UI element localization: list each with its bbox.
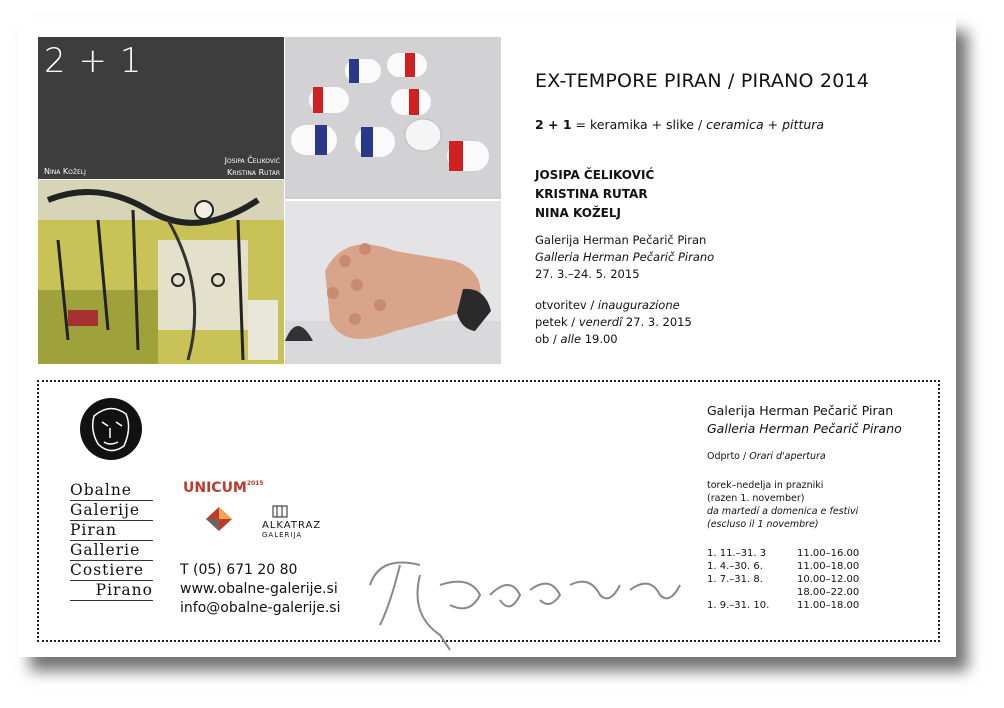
ceramic-capsules-image	[285, 37, 501, 199]
phone-number: T (05) 671 20 80	[180, 562, 298, 578]
artist-name: KRISTINA RUTAR	[535, 187, 648, 201]
opening-time: ob / alle 19.00	[535, 332, 618, 346]
hours-row: 1. 9.–31. 10. 11.00–18.00	[707, 600, 860, 611]
cover-artist-right-1: Josipa Čeliković	[224, 156, 280, 165]
unicum-logo: $UNICUM^{2015}$	[183, 480, 264, 496]
alkatraz-logo: ALKATRAZ GALERIJA	[262, 520, 322, 539]
cover-artist-right-2: Kristina Rutar	[227, 168, 280, 177]
portrait-graphic	[80, 398, 142, 460]
pecaric-signature	[360, 545, 690, 655]
alkatraz-building-icon	[272, 504, 288, 518]
og-line: Piran	[70, 521, 153, 541]
hours-row: 1. 11.–31. 3 11.00–16.00	[707, 548, 860, 559]
exhibition-title: EX-TEMPORE PIRAN / PIRANO 2014	[535, 70, 870, 92]
og-line: Pirano	[70, 581, 153, 601]
hours-row: 1. 4.–30. 6. 11.00–18.00	[707, 561, 860, 572]
venue-dates: 27. 3.–24. 5. 2015	[535, 267, 640, 281]
og-line: Costiere	[70, 561, 153, 581]
cover-title: 2 + 1	[44, 41, 143, 81]
artist-name: JOSIPA ČELIKOVIĆ	[535, 168, 655, 182]
subtitle-media: = keramika + slike /	[571, 117, 707, 132]
contact-details	[180, 561, 340, 618]
cover-panel	[38, 37, 284, 179]
opening-days: torek–nedelja in prazniki (razen 1. november) da martedí a domenica e festivi (escluso il 1 novembre)	[707, 480, 859, 530]
hours-row: 18.00–22.00	[797, 587, 860, 598]
subtitle-media-it: ceramica + pittura	[706, 117, 825, 132]
painting-graphic	[38, 180, 284, 364]
cover-artist-left: Nina Koželj	[44, 167, 86, 176]
opening-date: petek / venerdî 27. 3. 2015	[535, 315, 692, 329]
artist-name: NINA KOŽELJ	[535, 206, 621, 220]
venue-info	[535, 232, 714, 283]
obalne-galerije-logo	[70, 481, 153, 601]
artists-list	[535, 166, 654, 223]
hours-row: 1. 7.–31. 8. 10.00–12.00	[707, 574, 860, 585]
opening-info	[535, 297, 692, 348]
exhibition-subtitle	[535, 117, 824, 132]
venue-name-it: Galleria Herman Pečarič Pirano	[535, 250, 715, 264]
footer-gallery-name: Galerija Herman Pečarič Piran Galleria Herman Pečarič Pirano	[707, 403, 902, 436]
subtitle-numbers: 2 + 1	[535, 117, 572, 132]
cover-artists-right	[225, 155, 280, 179]
unicum-diamond-icon	[205, 506, 233, 532]
opening-label: otvoritev / inaugurazione	[535, 298, 680, 312]
ceramic-sculpture-image	[285, 201, 501, 364]
pecaric-portrait-logo	[80, 398, 142, 460]
venue-name-sl: Galerija Herman Pečarič Piran	[535, 233, 707, 247]
og-line: Gallerie	[70, 541, 153, 561]
email-link[interactable]: info@obalne-galerije.si	[180, 600, 341, 616]
og-line: Obalne	[70, 481, 153, 501]
capsules-graphic	[285, 37, 501, 199]
opening-hours-label: Odprto / Orari d'apertura	[707, 451, 826, 462]
painting-image	[38, 180, 284, 364]
website-link[interactable]: www.obalne-galerije.si	[180, 581, 338, 597]
sculpture-graphic	[285, 201, 501, 364]
opening-hours-table	[707, 547, 859, 612]
og-line: Galerije	[70, 501, 153, 521]
